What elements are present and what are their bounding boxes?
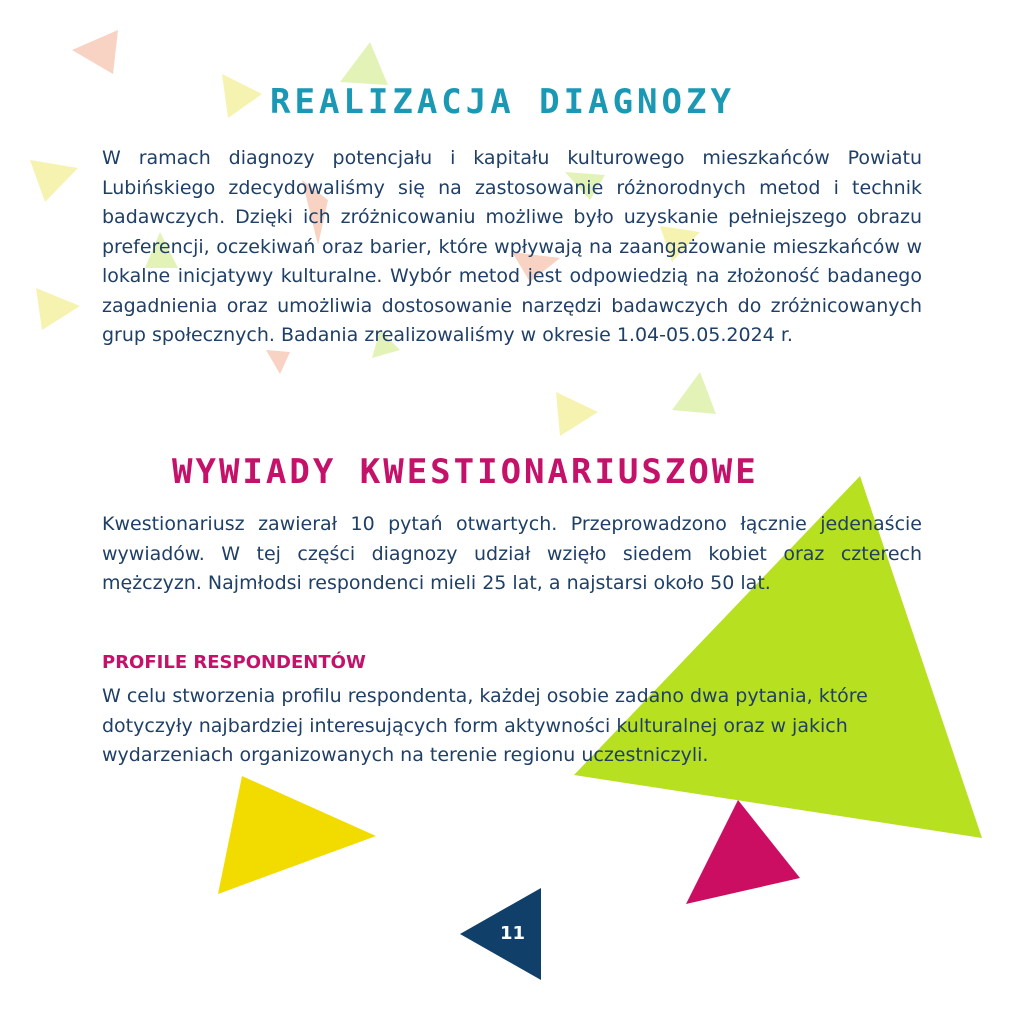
subheading-body-profile: W celu stworzenia profilu respondenta, każdej osobie zadano dwa pytania, które dotyczyły najbardziej interesujących form aktywności kulturalnej oraz w jakich wydarzeniach organizowanych na terenie regionu uczestniczyli. <box>102 685 868 766</box>
section-title-realizacja: REALIZACJA DIAGNOZY <box>270 82 735 122</box>
subheading-profile: PROFILE RESPONDENTÓW <box>102 652 366 673</box>
section-body-realizacja: W ramach diagnozy potencjału i kapitału kulturowego mieszkańców Powiatu Lubińskiego zdecydowaliśmy się na zastosowanie różnorodnych metod i technik badawczych. Dzięki ich zróżnicowaniu możliwe było uzyskanie pełniejszego obrazu preferencji, oczekiwań oraz barier, które wpływają na zaangażowanie mieszkańców w lokalne inicjatywy kulturalne. Wybór metod jest odpowiedzią na złożoność badanego zagadnienia oraz umożliwia dostosowanie narzędzi badawczych do zróżnicowanych grup społecznych. Badania zrealizowaliśmy w okresie 1.04-05.05.2024 r. <box>102 147 922 346</box>
section-body-wywiady: Kwestionariusz zawierał 10 pytań otwartych. Przeprowadzono łącznie jedenaście wywiadów. W tej części diagnozy udział wzięło siedem kobiet oraz czterech mężczyzn. Najmłodsi respondenci mieli 25 lat, a najstarsi około 50 lat. <box>102 513 922 594</box>
page-number: 11 <box>500 923 526 944</box>
section-title-wywiady: WYWIADY KWESTIONARIUSZOWE <box>172 452 759 492</box>
